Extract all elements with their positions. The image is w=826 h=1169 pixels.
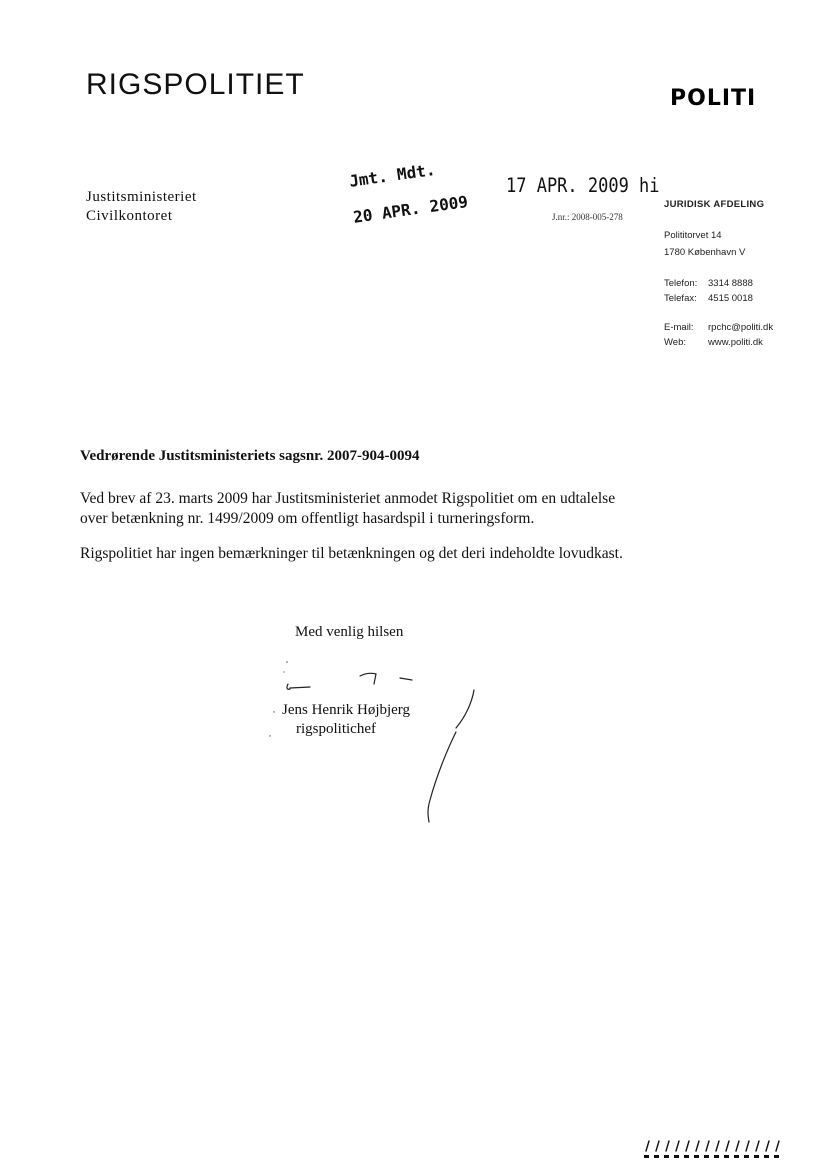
body-paragraph-2: Rigspolitiet har ingen bemærkninger til betænkningen og det deri indeholdte lovudkast. bbox=[80, 545, 623, 562]
body-paragraph-1: Ved brev af 23. marts 2009 har Justitsministeriet anmodet Rigspolitiet om en udtalelse over betænkning nr. 1499/2009 om offentligt hasardspil i turneringsform. bbox=[80, 490, 616, 527]
email-label: E-mail: bbox=[664, 322, 694, 333]
fax-row bbox=[664, 293, 753, 304]
journal-number: J.nr.: 2008-005-278 bbox=[552, 212, 623, 222]
fax-value: 4515 0018 bbox=[708, 293, 753, 304]
phone-label: Telefon: bbox=[664, 278, 698, 289]
letter-subject: Vedrørende Justitsministeriets sagsnr. 2007-904-0094 bbox=[80, 448, 420, 464]
police-logo: POLITI bbox=[670, 86, 757, 111]
closing-salutation: Med venlig hilsen bbox=[295, 624, 404, 640]
received-stamp-label: Jmt. Mdt. bbox=[348, 159, 437, 191]
recipient-line-2: Civilkontoret bbox=[86, 208, 173, 224]
email-row bbox=[664, 322, 773, 333]
phone-row bbox=[664, 278, 753, 289]
fax-label: Telefax: bbox=[664, 293, 697, 304]
web-row bbox=[664, 337, 763, 348]
sent-date-stamp: 17 APR. 2009 hi bbox=[506, 174, 660, 198]
address-street: Polititorvet 14 bbox=[664, 230, 722, 241]
address-city: 1780 København V bbox=[664, 247, 746, 258]
signatory-title: rigspolitichef bbox=[296, 721, 376, 737]
web-label: Web: bbox=[664, 337, 687, 348]
phone-value: 3314 8888 bbox=[708, 278, 753, 289]
recipient-block bbox=[86, 188, 197, 226]
web-value: www.politi.dk bbox=[708, 337, 763, 348]
recipient-line-1: Justitsministeriet bbox=[86, 189, 197, 205]
handwritten-signature bbox=[260, 640, 500, 840]
signatory-name: Jens Henrik Højbjerg bbox=[282, 702, 411, 718]
department-name: JURIDISK AFDELING bbox=[664, 199, 765, 210]
sender-contact-block bbox=[664, 199, 774, 348]
org-title: RIGSPOLITIET bbox=[86, 68, 305, 101]
received-stamp-date: 20 APR. 2009 bbox=[352, 191, 470, 227]
barcode-marks bbox=[642, 1139, 782, 1161]
email-value: rpchc@politi.dk bbox=[708, 322, 774, 333]
